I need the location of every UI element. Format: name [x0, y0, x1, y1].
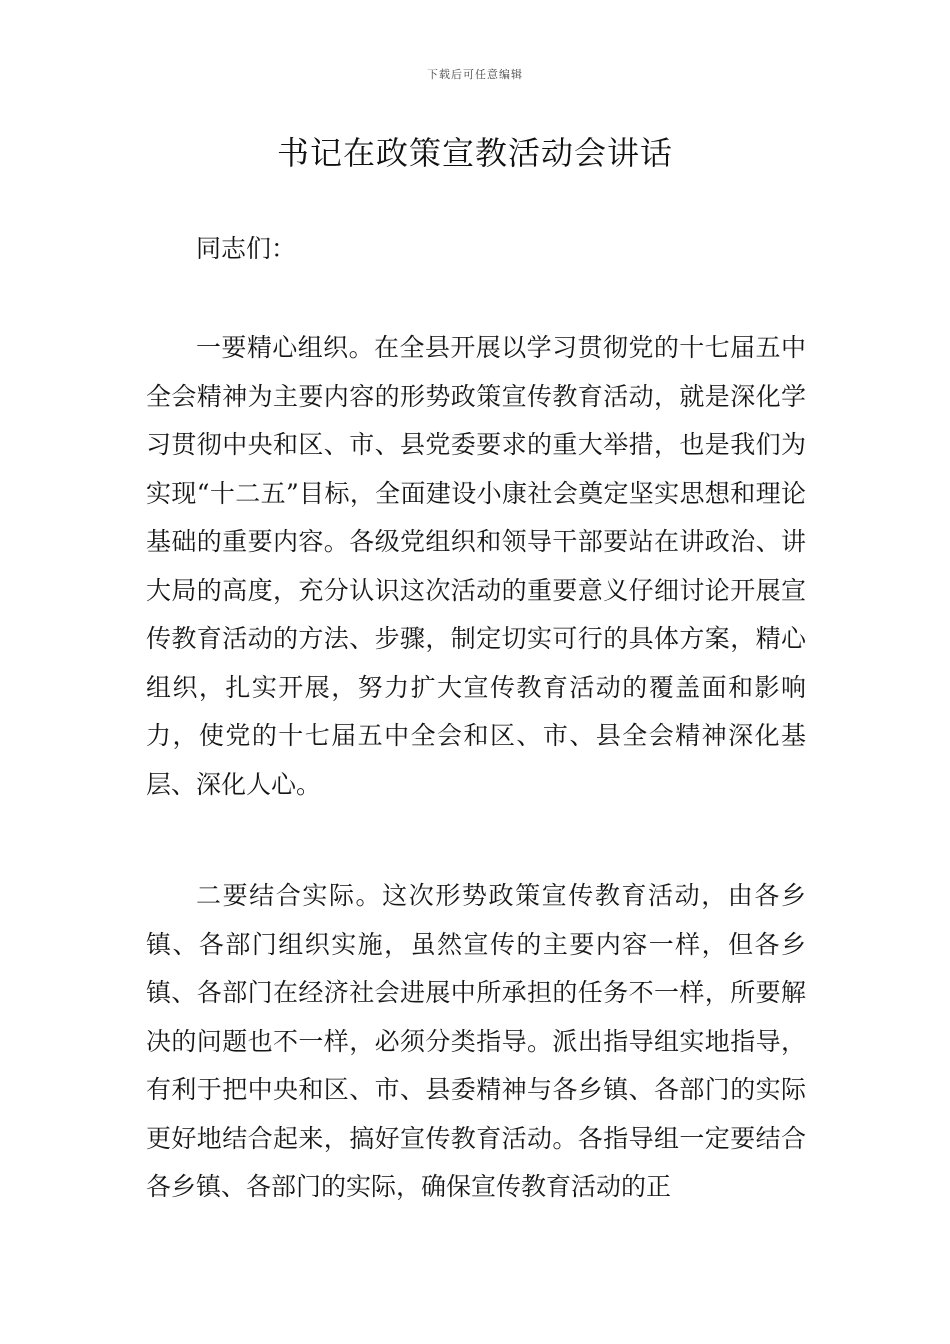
document-title: 书记在政策宣教活动会讲话: [276, 134, 673, 172]
header-note: 下载后可任意编辑: [427, 68, 523, 81]
paragraph-2: 二要结合实际。这次形势政策宣传教育活动，由各乡镇、各部门组织实施，虽然宣传的主要内容一样，但各乡镇、各部门在经济社会进展中所承担的任务不一样，所要解决的问题也不一样，必须分类指导。派出指导组实地指导，有利于把中央和区、市、县委精神与各乡镇、各部门的实际更好地结合起来，搞好宣传教育活动。各指导组一定要结合各乡镇、各部门的实际，确保宣传教育活动的正: [146, 881, 806, 1201]
greeting: 同志们：: [196, 234, 297, 263]
paragraph-1: 一要精心组织。在全县开展以学习贯彻党的十七届五中全会精神为主要内容的形势政策宣传教育活动，就是深化学习贯彻中央和区、市、县党委要求的重大举措，也是我们为实现“十二五”目标，全面建设小康社会奠定坚实思想和理论基础的重要内容。各级党组织和领导干部要站在讲政治、讲大局的高度，充分认识这次活动的重要意义仔细讨论开展宣传教育活动的方法、步骤，制定切实可行的具体方案，精心组织，扎实开展，努力扩大宣传教育活动的覆盖面和影响力，使党的十七届五中全会和区、市、县全会精神深化基层、深化人心。: [146, 333, 806, 799]
